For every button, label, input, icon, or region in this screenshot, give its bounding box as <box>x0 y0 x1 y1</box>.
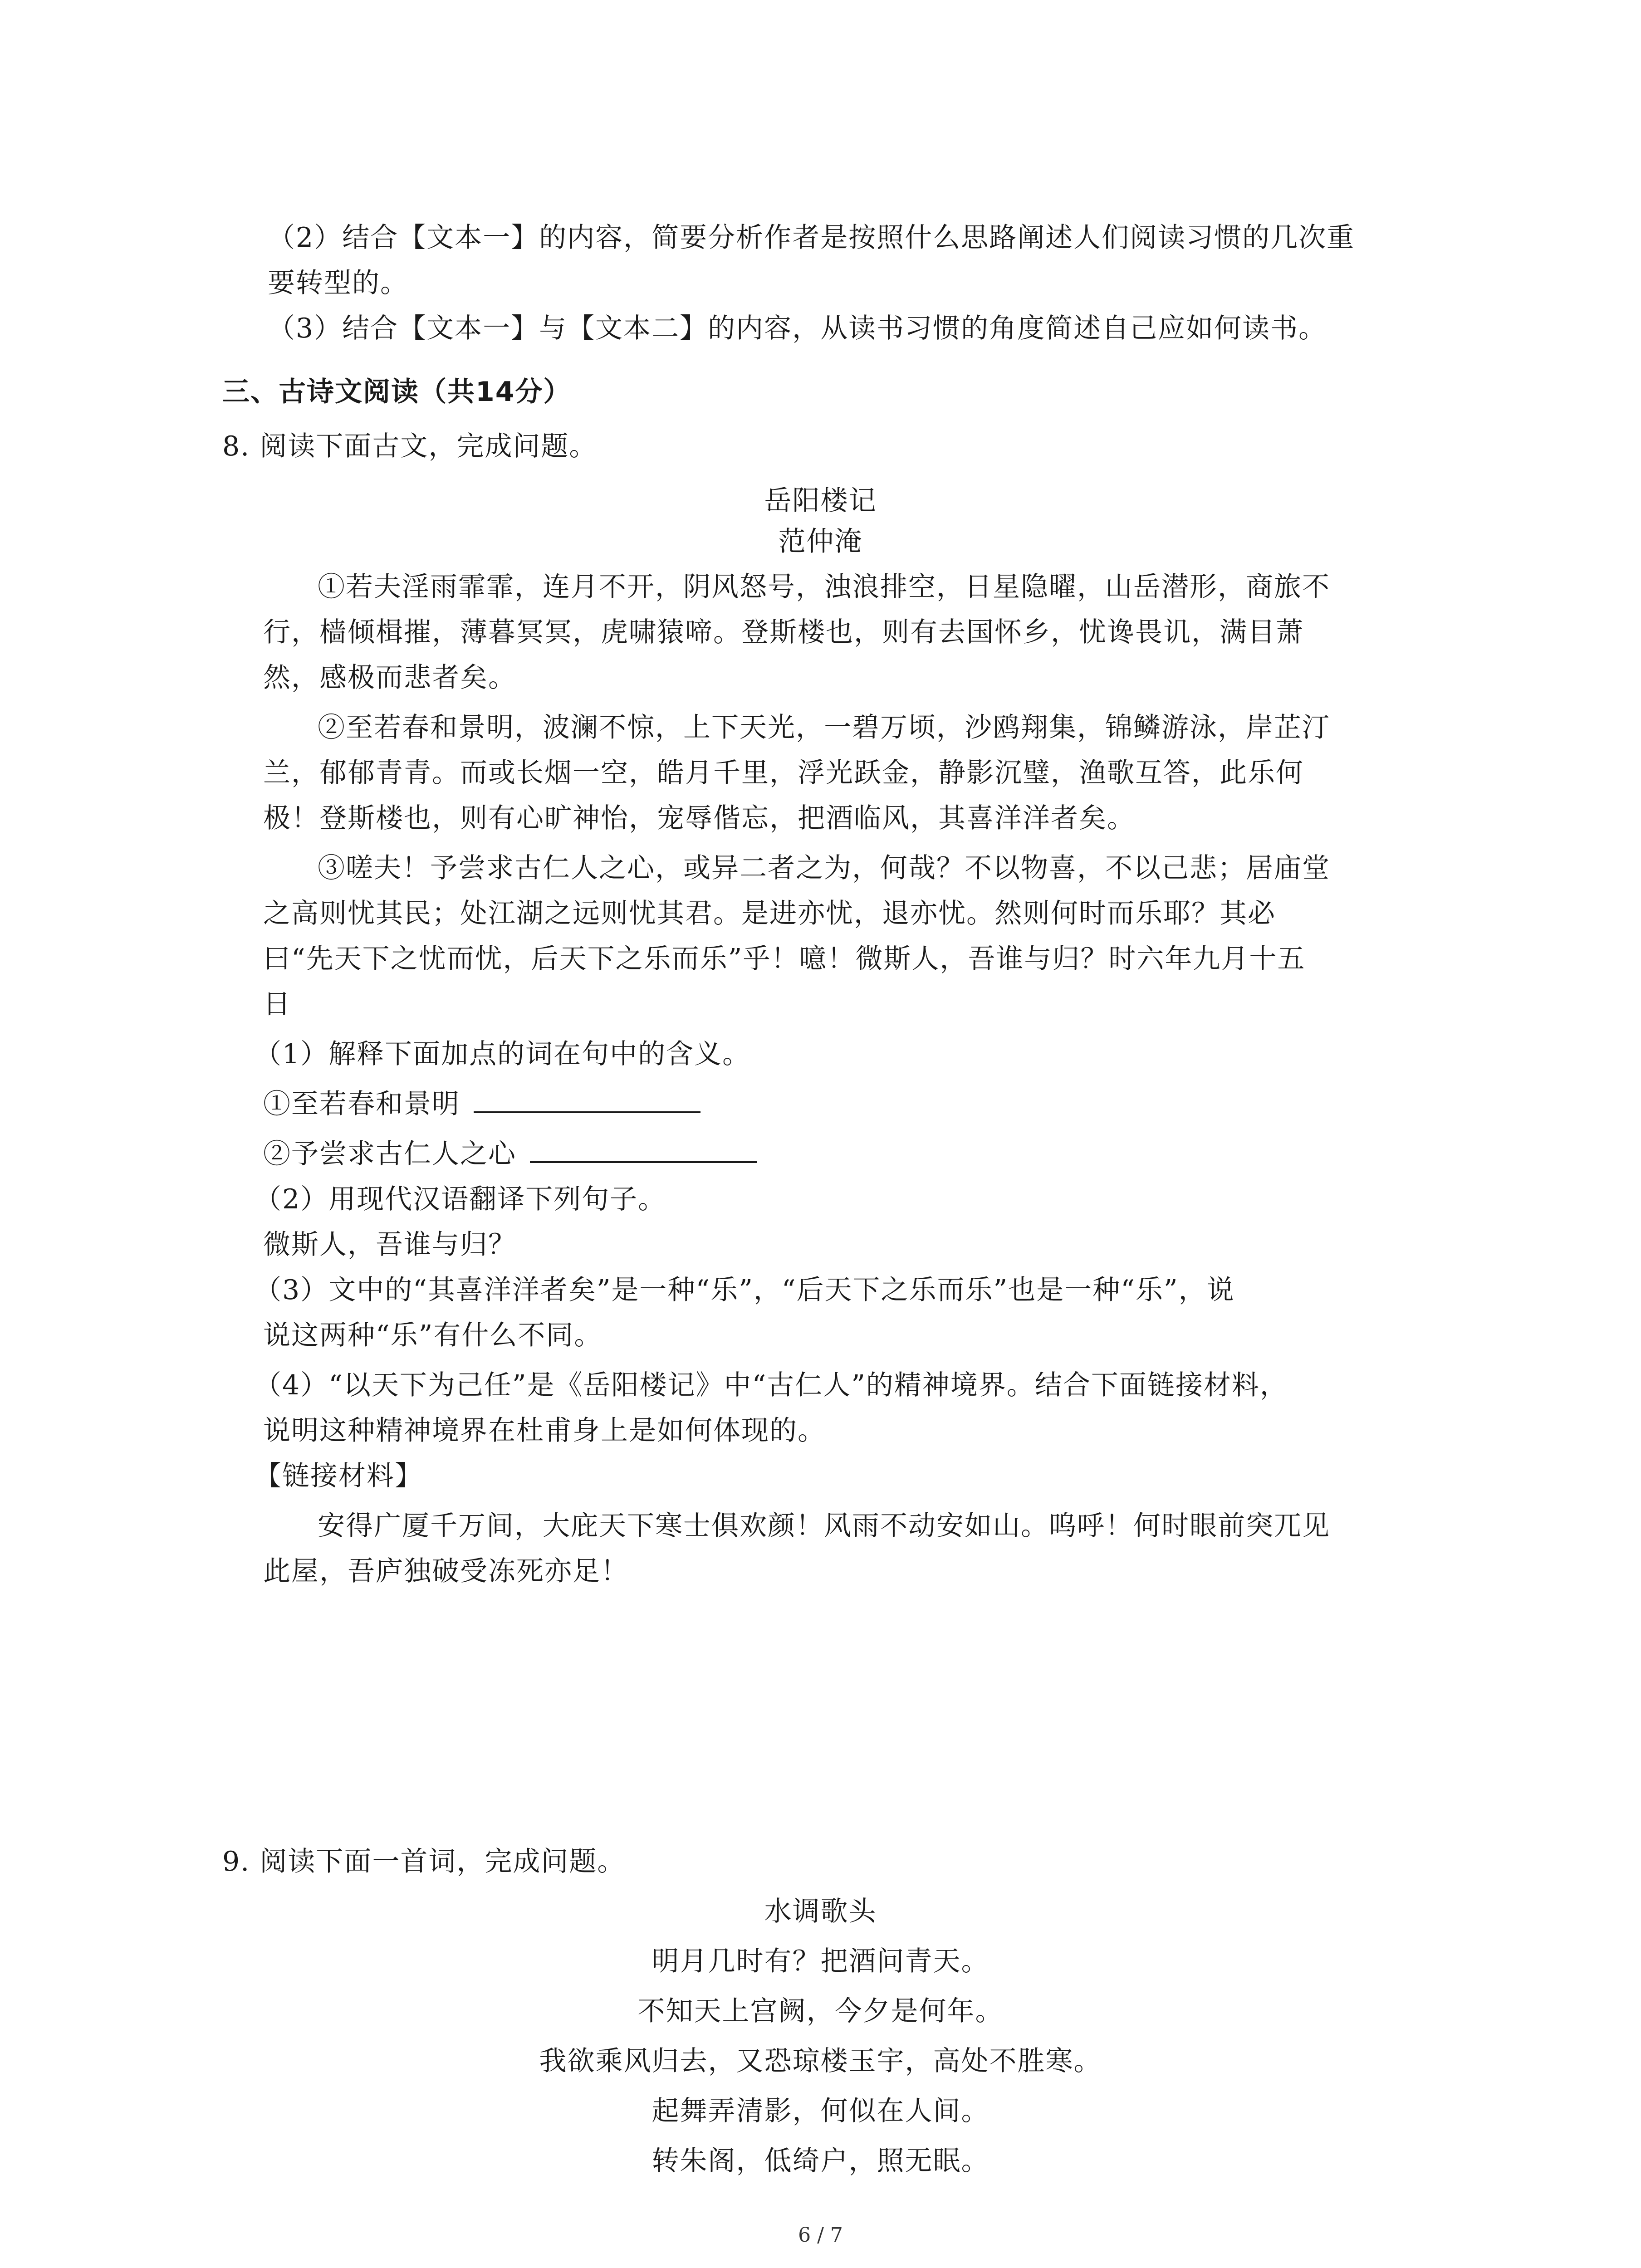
q8-sub1: （1）解释下面加点的词在句中的含义。 <box>254 1038 751 1070</box>
q8-sub4-line1: （4）“以天下为己任”是《岳阳楼记》中“古仁人”的精神境界。结合下面链接材料， <box>254 1369 1288 1401</box>
poem-line: 转朱阁，低绮户，照无眠。 <box>652 2145 989 2177</box>
section-heading: 三、古诗文阅读（共14分） <box>222 376 572 408</box>
link-material-line1: 安得广厦千万间，大庇天下寒士俱欢颜！风雨不动安如山。呜呼！何时眼前突兀见 <box>318 1510 1330 1542</box>
page-number: 6 / 7 <box>798 2224 843 2247</box>
passage-para3-line: 曰“先天下之忧而忧，后天下之乐而乐”乎！噫！微斯人，吾谁与归？时六年九月十五 <box>263 943 1306 975</box>
q8-stem: 8. 阅读下面古文，完成问题。 <box>222 430 598 462</box>
poem-line: 起舞弄清影，何似在人间。 <box>652 2095 989 2127</box>
passage-para2-line: 极！登斯楼也，则有心旷神怡，宠辱偕忘，把酒临风，其喜洋洋者矣。 <box>263 802 1135 834</box>
q7-sub2-line1: （2）结合【文本一】的内容，简要分析作者是按照什么思路阐述人们阅读习惯的几次重 <box>268 222 1355 254</box>
q8-sub2-sentence: 微斯人，吾谁与归？ <box>263 1229 516 1261</box>
passage-para1-line: 行，樯倾楫摧，薄暮冥冥，虎啸猿啼。登斯楼也，则有去国怀乡，忧谗畏讥，满目萧 <box>263 616 1304 648</box>
q8-sub1-item-b <box>263 1134 757 1174</box>
passage-para3-line: 日 <box>263 988 291 1020</box>
answer-blank[interactable] <box>474 1084 700 1113</box>
q8-sub1-b-text: ②予尝求古仁人之心 <box>263 1138 516 1170</box>
passage-para1-line: ①若夫淫雨霏霏，连月不开，阴风怒号，浊浪排空，日星隐曜，山岳潜形，商旅不 <box>318 571 1330 603</box>
q8-sub1-item-a <box>263 1084 700 1124</box>
passage-para3-line: 之高则忧其民；处江湖之远则忧其君。是进亦忧，退亦忧。然则何时而乐耶？其必 <box>263 898 1276 929</box>
q7-sub3: （3）结合【文本一】与【文本二】的内容，从读书习惯的角度简述自己应如何读书。 <box>268 313 1327 344</box>
q8-sub4-line2: 说明这种精神境界在杜甫身上是如何体现的。 <box>263 1415 826 1447</box>
passage-author: 范仲淹 <box>778 526 863 557</box>
poem-line: 明月几时有？把酒问青天。 <box>652 1945 989 1977</box>
poem-line: 我欲乘风归去，又恐琼楼玉宇，高处不胜寒。 <box>539 2045 1102 2077</box>
passage-para2-line: ②至若春和景明，波澜不惊，上下天光，一碧万顷，沙鸥翔集，锦鳞游泳，岸芷汀 <box>318 712 1330 743</box>
link-material-line2: 此屋，吾庐独破受冻死亦足！ <box>263 1555 629 1587</box>
q8-sub3-line1: （3）文中的“其喜洋洋者矣”是一种“乐”，“后天下之乐而乐”也是一种“乐”，说 <box>254 1274 1235 1306</box>
link-material-label: 【链接材料】 <box>254 1460 423 1492</box>
q7-sub2-line2: 要转型的。 <box>268 267 408 299</box>
poem-line: 不知天上宫阙，今夕是何年。 <box>637 1995 1004 2027</box>
passage-para2-line: 兰，郁郁青青。而或长烟一空，皓月千里，浮光跃金，静影沉璧，渔歌互答，此乐何 <box>263 757 1304 789</box>
answer-blank[interactable] <box>530 1134 757 1163</box>
q9-stem: 9. 阅读下面一首词，完成问题。 <box>222 1846 626 1877</box>
q8-sub1-a-text: ①至若春和景明 <box>263 1088 460 1120</box>
passage-para1-line: 然，感极而悲者矣。 <box>263 662 516 694</box>
passage-para3-line: ③嗟夫！予尝求古仁人之心，或异二者之为，何哉？不以物喜，不以己悲；居庙堂 <box>318 852 1330 884</box>
poem-title: 水调歌头 <box>764 1896 877 1927</box>
passage-title: 岳阳楼记 <box>764 485 877 517</box>
q8-sub3-line2: 说这两种“乐”有什么不同。 <box>263 1320 603 1351</box>
q8-sub2: （2）用现代汉语翻译下列句子。 <box>254 1183 666 1215</box>
